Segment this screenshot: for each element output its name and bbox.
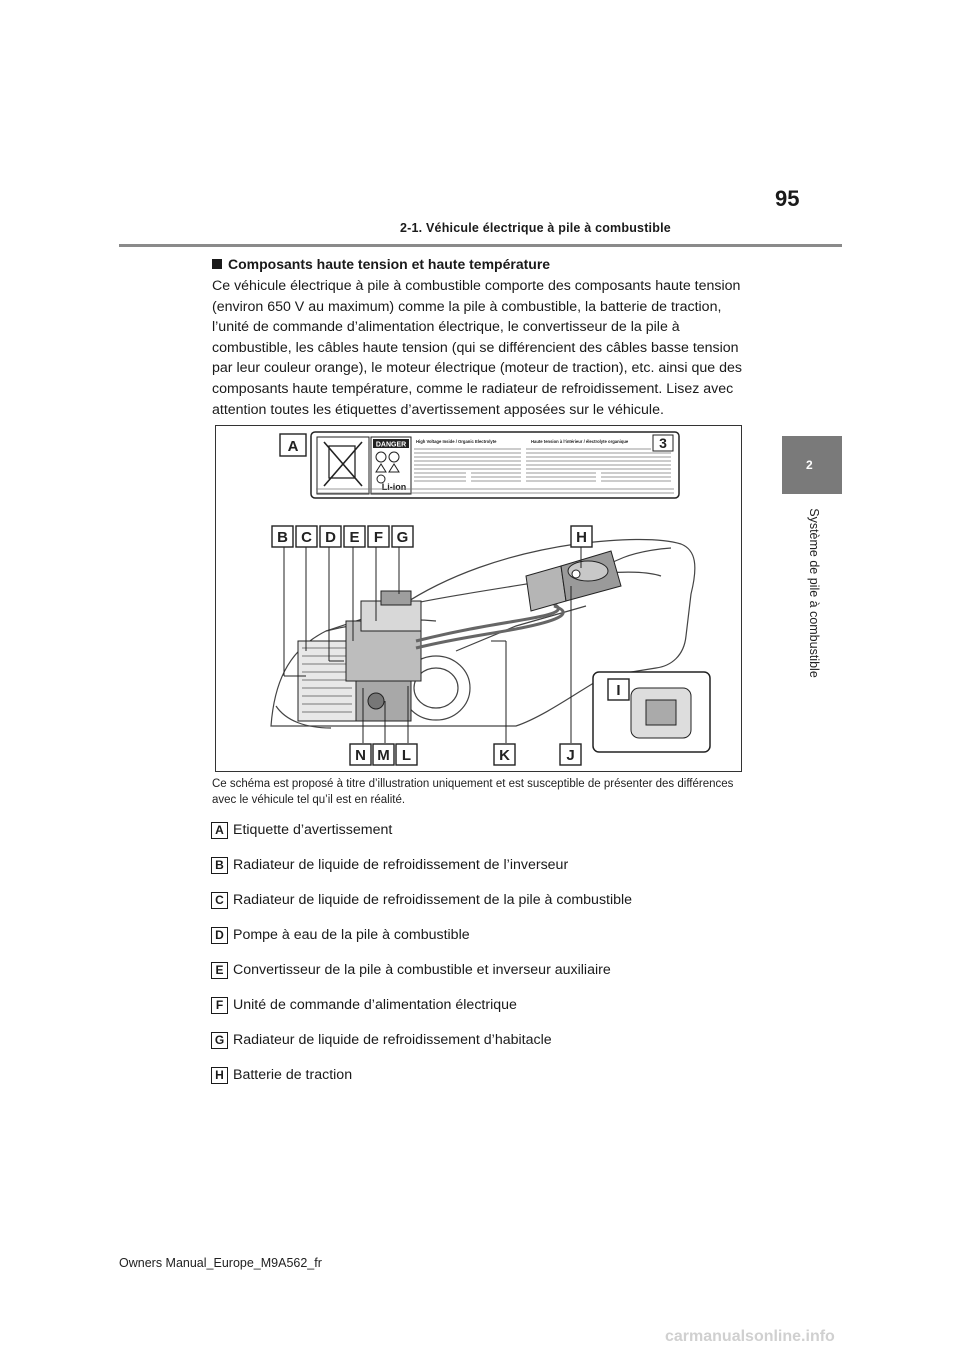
legend-key: E <box>211 962 228 979</box>
callout-m: M <box>377 747 390 764</box>
page-number: 95 <box>775 186 800 211</box>
figure-caption: Ce schéma est proposé à titre d’illustration uniquement et est susceptible de présenter des différences avec le véhicule tel qu’il est en réalité. <box>212 778 734 806</box>
legend-key: F <box>211 997 228 1014</box>
li-ion-text: Li-ion <box>381 482 407 492</box>
callout-h: H <box>576 529 587 546</box>
callout-j: J <box>566 747 575 764</box>
label-danger-text: DANGER <box>375 441 407 449</box>
callout-g: G <box>396 529 409 546</box>
legend-item <box>211 1065 352 1085</box>
section-heading-text: Composants haute tension et haute température <box>228 256 551 272</box>
chapter-tab-label: Système de pile à combustible <box>807 508 821 678</box>
legend-key: D <box>211 927 228 944</box>
legend-text: Unité de commande d’alimentation électrique <box>233 997 517 1013</box>
legend-item <box>211 820 392 840</box>
label-col1-title: High Voltage Inside / Organic Electrolyte <box>416 439 497 444</box>
legend-text: Convertisseur de la pile à combustible et inverseur auxiliaire <box>233 962 611 978</box>
callout-d: D <box>325 529 336 546</box>
label-col2-title: Haute tension à l’intérieur / électrolyte organique <box>531 439 629 444</box>
legend-text: Radiateur de liquide de refroidissement de l’inverseur <box>233 857 569 873</box>
section-title: 2-1. Véhicule électrique à pile à combustible <box>400 221 671 235</box>
vehicle-diagram <box>215 425 742 772</box>
legend-text: Pompe à eau de la pile à combustible <box>233 927 470 943</box>
manual-footer: Owners Manual_Europe_M9A562_fr <box>119 1256 322 1270</box>
legend-text: Radiateur de liquide de refroidissement de la pile à combustible <box>233 892 633 908</box>
callout-f: F <box>373 529 384 546</box>
legend-text: Etiquette d’avertissement <box>233 822 393 838</box>
section-heading <box>212 256 550 272</box>
legend-item <box>211 890 632 910</box>
header-rule <box>119 244 842 247</box>
watermark: carmanualsonline.info <box>665 1328 835 1345</box>
chapter-tab-number: 2 <box>806 458 813 472</box>
legend-text: Batterie de traction <box>233 1067 353 1083</box>
legend-item <box>211 995 517 1015</box>
callout-a: A <box>287 438 299 455</box>
legend-key: C <box>211 892 228 909</box>
rear-unit-drawing <box>526 551 621 611</box>
legend-text: Radiateur de liquide de refroidissement d’habitacle <box>233 1032 552 1048</box>
legend-item <box>211 960 611 980</box>
callout-c: C <box>301 529 312 546</box>
callout-i: I <box>616 682 621 699</box>
legend-key: A <box>211 822 228 839</box>
callout-k: K <box>499 747 510 764</box>
square-bullet-icon <box>212 259 222 269</box>
legend-item <box>211 1030 552 1050</box>
warning-label-drawing <box>311 432 679 498</box>
legend-key: G <box>211 1032 228 1049</box>
callout-e: E <box>349 529 360 546</box>
callout-l: L <box>401 747 412 764</box>
legend-item <box>211 925 470 945</box>
callout-b: B <box>277 529 288 546</box>
legend-key: B <box>211 857 228 874</box>
legend-item <box>211 855 568 875</box>
fuel-cell-unit-drawing <box>346 591 421 721</box>
label-number-text: 3 <box>659 435 667 451</box>
body-paragraph: Ce véhicule électrique à pile à combustible comporte des composants haute tension (environ 650 V au maximum) comme la pile à combustible, la batterie de traction, l’unité de commande d’alimentation électrique, le convertisseur de la pile à combustible, les câbles haute tension (qui se différencient des câbles basse tension par leur couleur orange), le moteur électrique (moteur de traction), etc. ainsi que des composants haute température, comme le radiateur de refroidissement. Lisez avec attention toutes les étiquettes d’avertissement apposées sur le véhicule. <box>212 278 742 418</box>
callout-n: N <box>355 747 366 764</box>
legend-key: H <box>211 1067 228 1084</box>
